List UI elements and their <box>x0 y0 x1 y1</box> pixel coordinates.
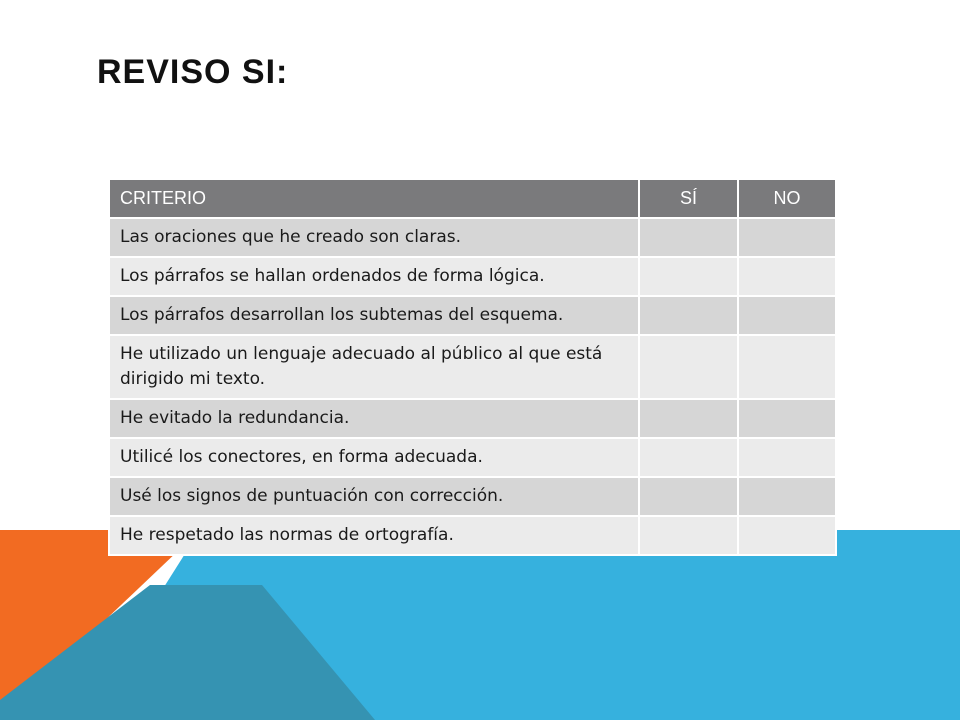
no-cell[interactable] <box>738 477 836 516</box>
table-row <box>109 218 836 257</box>
table-row <box>109 257 836 296</box>
header-no: NO <box>738 179 836 218</box>
table-row <box>109 335 836 399</box>
criterio-cell: Los párrafos desarrollan los subtemas del esquema. <box>109 296 639 335</box>
criterio-cell: Los párrafos se hallan ordenados de forma lógica. <box>109 257 639 296</box>
si-cell[interactable] <box>639 218 738 257</box>
table-row <box>109 477 836 516</box>
table-row <box>109 399 836 438</box>
si-cell[interactable] <box>639 477 738 516</box>
si-cell[interactable] <box>639 296 738 335</box>
criterio-cell: He utilizado un lenguaje adecuado al público al que está dirigido mi texto. <box>109 335 639 399</box>
criterio-cell: He evitado la redundancia. <box>109 399 639 438</box>
no-cell[interactable] <box>738 335 836 399</box>
si-cell[interactable] <box>639 438 738 477</box>
si-cell[interactable] <box>639 516 738 555</box>
table-row <box>109 296 836 335</box>
table-row <box>109 438 836 477</box>
no-cell[interactable] <box>738 257 836 296</box>
criterio-cell: He respetado las normas de ortografía. <box>109 516 639 555</box>
criterio-cell: Usé los signos de puntuación con corrección. <box>109 477 639 516</box>
no-cell[interactable] <box>738 399 836 438</box>
si-cell[interactable] <box>639 335 738 399</box>
criteria-table <box>108 178 837 556</box>
si-cell[interactable] <box>639 257 738 296</box>
no-cell[interactable] <box>738 218 836 257</box>
criterio-cell: Las oraciones que he creado son claras. <box>109 218 639 257</box>
table-row <box>109 516 836 555</box>
no-cell[interactable] <box>738 438 836 477</box>
table-header-row <box>109 179 836 218</box>
si-cell[interactable] <box>639 399 738 438</box>
slide-title: REVISO SI: <box>97 53 289 91</box>
no-cell[interactable] <box>738 296 836 335</box>
header-criterio: CRITERIO <box>109 179 639 218</box>
criterio-cell: Utilicé los conectores, en forma adecuada. <box>109 438 639 477</box>
no-cell[interactable] <box>738 516 836 555</box>
header-si: SÍ <box>639 179 738 218</box>
